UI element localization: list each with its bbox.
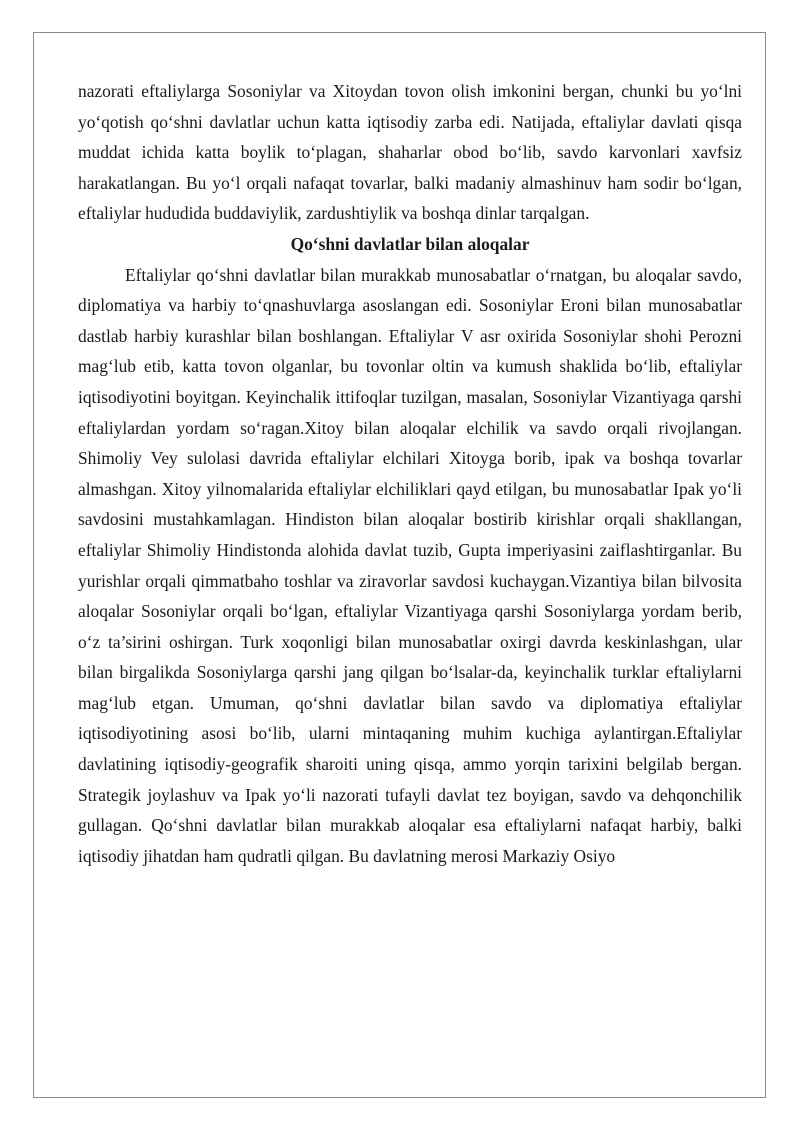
paragraph-neighbors: Eftaliylar qo‘shni davlatlar bilan murakkab munosabatlar o‘rnatgan, bu aloqalar savdo, diplomatiya va harbiy to‘qnashuvlarga asoslangan edi. Sosoniylar Eroni bilan munosabatlar dastlab harbiy kurashlar bilan boshlangan. Eftaliylar V asr oxirida Sosoniylar shohi Perozni mag‘lub etib, katta tovon olganlar, bu tovonlar oltin va kumush shaklida bo‘lib, eftaliylar iqtisodiyotini boyitgan. Keyinchalik ittifoqlar tuzilgan, masalan, Sosoniylar Vizantiyaga qarshi eftaliylardan yordam so‘ragan.Xitoy bilan aloqalar elchilik va savdo orqali rivojlangan. Shimoliy Vey sulolasi davrida eftaliylar elchilari Xitoyga borib, ipak va boshqa tovarlar almashgan. Xitoy yilnomalarida eftaliylar elchiliklari qayd etilgan, bu munosabatlar Ipak yo‘li savdosini mustahkamlagan. Hindiston bilan aloqalar bostirib kirishlar orqali shakllangan, eftaliylar Shimoliy Hindistonda alohida davlat tuzib, Gupta imperiyasini zaiflashtirganlar. Bu yurishlar orqali qimmatbaho toshlar va ziravorlar savdosi kuchaygan.Vizantiya bilan bilvosita aloqalar Sosoniylar orqali bo‘lgan, eftaliylar Vizantiyaga qarshi Sosoniylarga yordam berib, o‘z ta’sirini oshirgan. Turk xoqonligi bilan munosabatlar oxirgi davrda keskinlashgan, ular bilan birgalikda Sosoniylarga qarshi jang qilgan bo‘lsalar-da, keyinchalik turklar eftaliylarni mag‘lub etgan. Umuman, qo‘shni davlatlar bilan savdo va diplomatiya eftaliylar iqtisodiyotining asosi bo‘lib, ularni mintaqaning muhim kuchiga aylantirgan.Eftaliylar davlatining iqtisodiy-geografik sharoiti uning qisqa, ammo yorqin tarixini belgilab bergan. Strategik joylashuv va Ipak yo‘li nazorati tufayli davlat tez boyigan, savdo va dehqonchilik gullagan. Qo‘shni davlatlar bilan murakkab aloqalar esa eftaliylarni nafaqat harbiy, balki iqtisodiy jihatdan ham qudratli qilgan. Bu davlatning merosi Markaziy Osiyo — [78, 264, 742, 866]
section-heading: Qo‘shni davlatlar bilan aloqalar — [290, 233, 530, 254]
paragraph-continuation: nazorati eftaliylarga Sosoniylar va Xitoydan tovon olish imkonini bergan, chunki bu yo‘lni yo‘qotish qo‘shni davlatlar uchun katta iqtisodiy zarba edi. Natijada, eftaliylar davlati qisqa muddat ichida katta boylik to‘plagan, shaharlar obod bo‘lib, savdo karvonlari xavfsiz harakatlangan. Bu yo‘l orqali nafaqat tovarlar, balki madaniy almashinuv ham sodir bo‘lgan, eftaliylar hududida buddaviylik, zardushtiylik va boshqa dinlar tarqalgan. — [78, 81, 742, 224]
document-body — [78, 76, 742, 871]
